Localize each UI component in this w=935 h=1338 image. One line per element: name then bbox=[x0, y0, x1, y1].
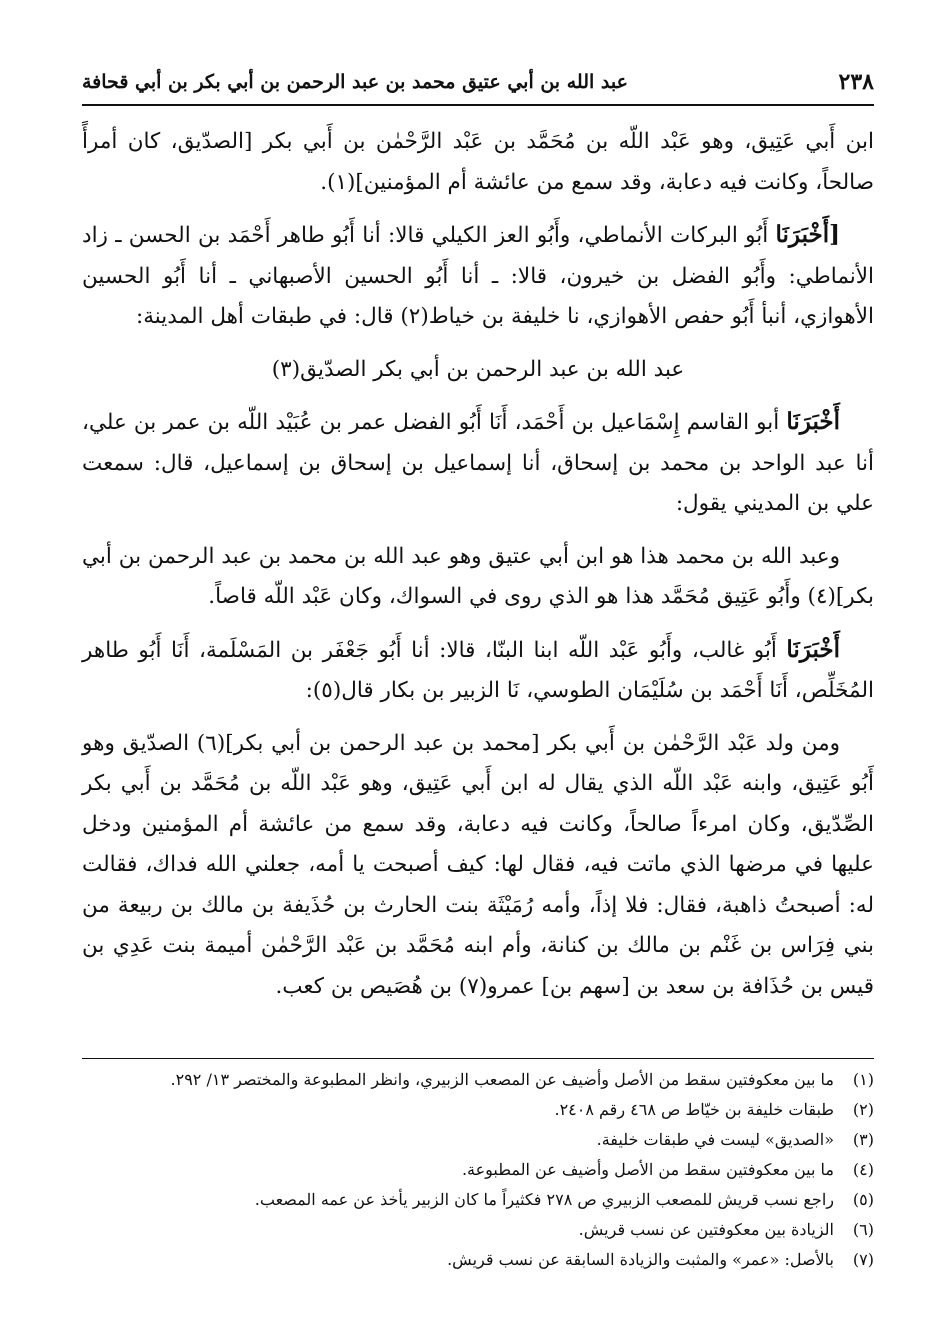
paragraph-text: وعبد الله بن محمد هذا هو ابن أبي عتيق وهو عبد الله بن محمد بن عبد الرحمن بن أبي بكر](٤) وأَبُو عَتِيق مُحَمَّد هذا هو الذي روى في السواك، وكان عَبْد اللّه قاصاً. bbox=[82, 543, 874, 609]
footnote bbox=[82, 1245, 874, 1275]
paragraph-4 bbox=[82, 402, 874, 525]
footnotes bbox=[82, 1058, 874, 1275]
footnote-text: الزيادة بين معكوفتين عن نسب قريش. bbox=[578, 1220, 834, 1239]
footnote-text: «الصديق» ليست في طبقات خليفة. bbox=[596, 1130, 834, 1149]
footnote-text: ما بين معكوفتين سقط من الأصل وأضيف عن المطبوعة. bbox=[461, 1160, 834, 1179]
footnote-text: بالأصل: «عمر» والمثبت والزيادة السابقة عن نسب قريش. bbox=[447, 1250, 834, 1269]
main-text bbox=[82, 122, 874, 1019]
running-title: عبد الله بن أبي عتيق محمد بن عبد الرحمن بن أبي بكر بن أبي قحافة bbox=[82, 71, 628, 93]
footnote bbox=[82, 1185, 874, 1215]
paragraph-lead: أَخْبَرَنَا bbox=[786, 408, 840, 435]
footnote-number: (٦) bbox=[852, 1220, 874, 1239]
paragraph-lead: أَخْبَرَنَا bbox=[786, 635, 840, 663]
paragraph-1 bbox=[82, 122, 874, 203]
footnote-text: ما بين معكوفتين سقط من الأصل وأضيف عن المصعب الزبيري، وانظر المطبوعة والمختصر ١٣/ ٢٩٢. bbox=[170, 1070, 834, 1089]
paragraph-5 bbox=[82, 537, 874, 618]
footnote-text: راجع نسب قريش للمصعب الزبيري ص ٢٧٨ فكثيراً ما كان الزبير يأخذ عن عمه المصعب. bbox=[254, 1190, 834, 1209]
footnote bbox=[82, 1155, 874, 1185]
footnote bbox=[82, 1065, 874, 1095]
footnote bbox=[82, 1125, 874, 1155]
footnote bbox=[82, 1215, 874, 1245]
paragraph-text: أَبُو غالب، وأَبُو عَبْد اللّه ابنا البنّا، قالا: أنا أَبُو جَعْفَر بن المَسْلَمة، أَنَا أَبُو طاهر المُخَلِّص، أَنَا أَحْمَد بن سُلَيْمَان الطوسي، نَا الزبير بن بكار قال(٥): bbox=[82, 637, 874, 703]
page-header bbox=[82, 60, 874, 106]
footnote bbox=[82, 1095, 874, 1125]
footnote-number: (٧) bbox=[852, 1250, 874, 1269]
footnote-number: (٥) bbox=[852, 1190, 874, 1209]
paragraph-3-heading bbox=[82, 350, 874, 391]
footnote-number: (٣) bbox=[852, 1130, 874, 1149]
footnote-text: طبقات خليفة بن خيّاط ص ٤٦٨ رقم ٢٤٠٨. bbox=[554, 1100, 834, 1119]
paragraph-7 bbox=[82, 724, 874, 1008]
page-number: ٢٣٨ bbox=[838, 69, 874, 95]
paragraph-text: ابن أَبي عَتِيق، وهو عَبْد اللّه بن مُحَمَّد بن عَبْد الرَّحْمٰن بن أَبي بكر [الصدّيق، كان أمرأً صالحاً، وكانت فيه دعابة، وقد سمع من عائشة أم المؤمنين](١). bbox=[82, 129, 874, 195]
paragraph-2 bbox=[82, 215, 874, 338]
paragraph-text: أَبُو البركات الأنماطي، وأَبُو العز الكيلي قالا: أنا أَبُو طاهر أَحْمَد بن الحسن ـ زاد الأنماطي: وأَبُو الفضل بن خيرون، قالا: ـ أنا أَبُو الحسين الأصبهاني ـ أنا أَبُو الحسين الأهوازي، أنبأ أَبُو حفص الأهوازي، نا خليفة بن خياط(٢) قال: في طبقات أهل المدينة: bbox=[82, 223, 874, 329]
paragraph-6 bbox=[82, 630, 874, 712]
paragraph-text: أبو القاسم إِسْمَاعيل بن أَحْمَد، أَنَا أَبُو الفضل عمر بن عُبَيْد اللّه بن عمر بن علي، أنا عبد الواحد بن محمد بن إسحاق، أنا إسماعيل بن إسحاق بن إسماعيل، قال: سمعت علي بن المديني يقول: bbox=[82, 410, 874, 516]
paragraph-text: ومن ولد عَبْد الرَّحْمٰن بن أَبي بكر [محمد بن عبد الرحمن بن أبي بكر](٦) الصدّيق وهو أَبُو عَتِيق، وابنه عَبْد اللّه الذي يقال له ابن أَبي عَتِيق، وهو عَبْد اللّه بن مُحَمَّد بن أَبي بكر الصِّدّيق، وكان امرءاً صالحاً، وكانت فيه دعابة، وقد سمع من عائشة أم المؤمنين ودخل عليها في مرضها الذي ماتت فيه، فقال لها: كيف أصبحت يا أمه، جعلني الله فداك، فقالت له: أصبحتُ ذاهبة، فقال: فلا إذاً، وأمه رُمَيْثَة بنت الحارث بن حُذَيفة بن مالك بن ربيعة من بني فِرَاس بن غَنْم بن مالك بن كنانة، وأم ابنه مُحَمَّد بن عَبْد الرَّحْمٰن أميمة بنت عَدِي بن قيس بن حُذَافة بن سعد بن [سهم بن] عمرو(٧) بن هُصَيص بن كعب. bbox=[82, 730, 874, 999]
paragraph-text: عبد الله بن عبد الرحمن بن أبي بكر الصدّيق(٣) bbox=[271, 356, 685, 382]
paragraph-lead: [أَخْبَرَنَا bbox=[775, 221, 840, 248]
footnote-number: (٤) bbox=[852, 1160, 874, 1179]
footnote-number: (١) bbox=[852, 1070, 874, 1089]
footnote-number: (٢) bbox=[852, 1100, 874, 1119]
